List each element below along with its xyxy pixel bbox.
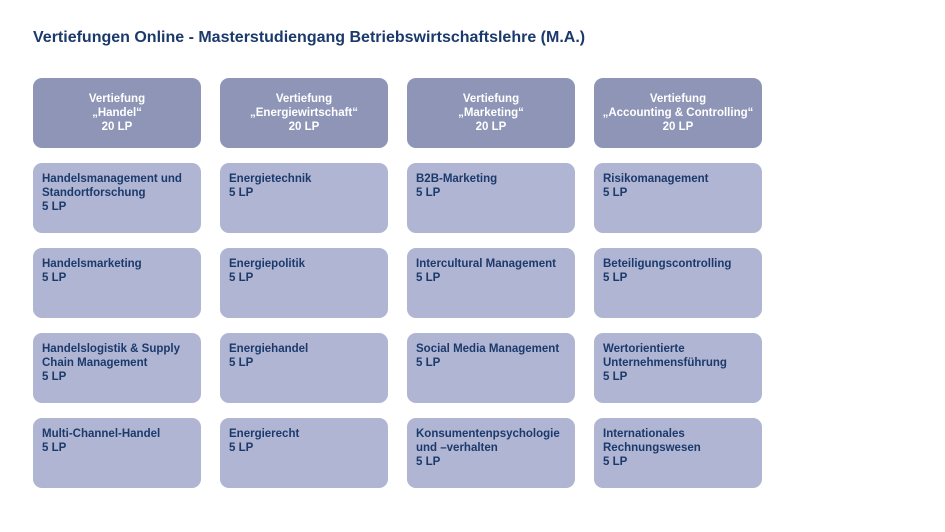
header-line-credits: 20 LP	[662, 121, 694, 133]
header-line-credits: 20 LP	[101, 121, 133, 133]
module-credits: 5 LP	[603, 456, 628, 468]
specialization-header	[220, 78, 388, 148]
module-name: Konsumentenpsychologie und –verhalten	[416, 428, 560, 454]
module-name: Handelslogistik & Supply Chain Management	[42, 343, 181, 369]
module-name: Multi-Channel-Handel	[42, 428, 161, 440]
module-credits: 5 LP	[603, 187, 628, 199]
module-credits: 5 LP	[42, 442, 67, 454]
module-credits: 5 LP	[229, 272, 254, 284]
header-line-label: Vertiefung	[462, 93, 520, 105]
module-credits: 5 LP	[416, 272, 441, 284]
module-box	[220, 333, 388, 403]
module-name: Wertorientierte Unternehmensführung	[603, 343, 727, 369]
module-credits: 5 LP	[229, 357, 254, 369]
module-credits: 5 LP	[42, 371, 67, 383]
module-name: Intercultural Management	[416, 258, 556, 270]
module-name: Handelsmanagement und Standortforschung	[42, 173, 182, 199]
module-box	[220, 248, 388, 318]
module-credits: 5 LP	[603, 371, 628, 383]
specialization-header	[594, 78, 762, 148]
header-line-label: Vertiefung	[88, 93, 146, 105]
module-box	[33, 333, 201, 403]
header-line-label: Vertiefung	[649, 93, 707, 105]
module-credits: 5 LP	[416, 357, 441, 369]
specialization-column-energiewirtschaft	[220, 78, 388, 488]
module-box	[594, 418, 762, 488]
module-name: Handelsmarketing	[42, 258, 142, 270]
module-credits: 5 LP	[416, 187, 441, 199]
module-box	[220, 418, 388, 488]
module-name: Risikomanagement	[603, 173, 709, 185]
module-name: Social Media Management	[416, 343, 560, 355]
module-box	[407, 248, 575, 318]
module-box	[407, 333, 575, 403]
module-name: Internationales Rechnungswesen	[603, 428, 701, 454]
module-box	[407, 418, 575, 488]
header-line-credits: 20 LP	[288, 121, 320, 133]
header-line-credits: 20 LP	[475, 121, 507, 133]
page-title: Vertiefungen Online - Masterstudiengang Betriebswirtschaftslehre (M.A.)	[33, 29, 586, 46]
module-credits: 5 LP	[229, 187, 254, 199]
module-credits: 5 LP	[603, 272, 628, 284]
module-credits: 5 LP	[229, 442, 254, 454]
specialization-column-handel	[33, 78, 201, 488]
specialization-header	[33, 78, 201, 148]
module-box	[594, 163, 762, 233]
module-name: Beteiligungscontrolling	[603, 258, 732, 270]
module-box	[33, 248, 201, 318]
header-line-label: Vertiefung	[275, 93, 333, 105]
module-credits: 5 LP	[42, 201, 67, 213]
specialization-column-marketing	[407, 78, 575, 488]
module-name: Energietechnik	[229, 173, 312, 185]
module-box	[33, 163, 201, 233]
module-box	[594, 333, 762, 403]
specialization-column-accounting-controlling	[594, 78, 762, 488]
module-name: Energiepolitik	[229, 258, 306, 270]
module-name: Energierecht	[229, 428, 300, 440]
module-box	[407, 163, 575, 233]
header-line-topic: „Accounting & Controlling“	[602, 107, 754, 119]
module-box	[220, 163, 388, 233]
header-line-topic: „Energiewirtschaft“	[250, 107, 358, 119]
module-credits: 5 LP	[42, 272, 67, 284]
header-line-topic: „Handel“	[92, 107, 142, 119]
module-name: Energiehandel	[229, 343, 309, 355]
module-credits: 5 LP	[416, 456, 441, 468]
module-name: B2B-Marketing	[416, 173, 498, 185]
specialization-header	[407, 78, 575, 148]
header-line-topic: „Marketing“	[458, 107, 524, 119]
module-box	[594, 248, 762, 318]
module-box	[33, 418, 201, 488]
